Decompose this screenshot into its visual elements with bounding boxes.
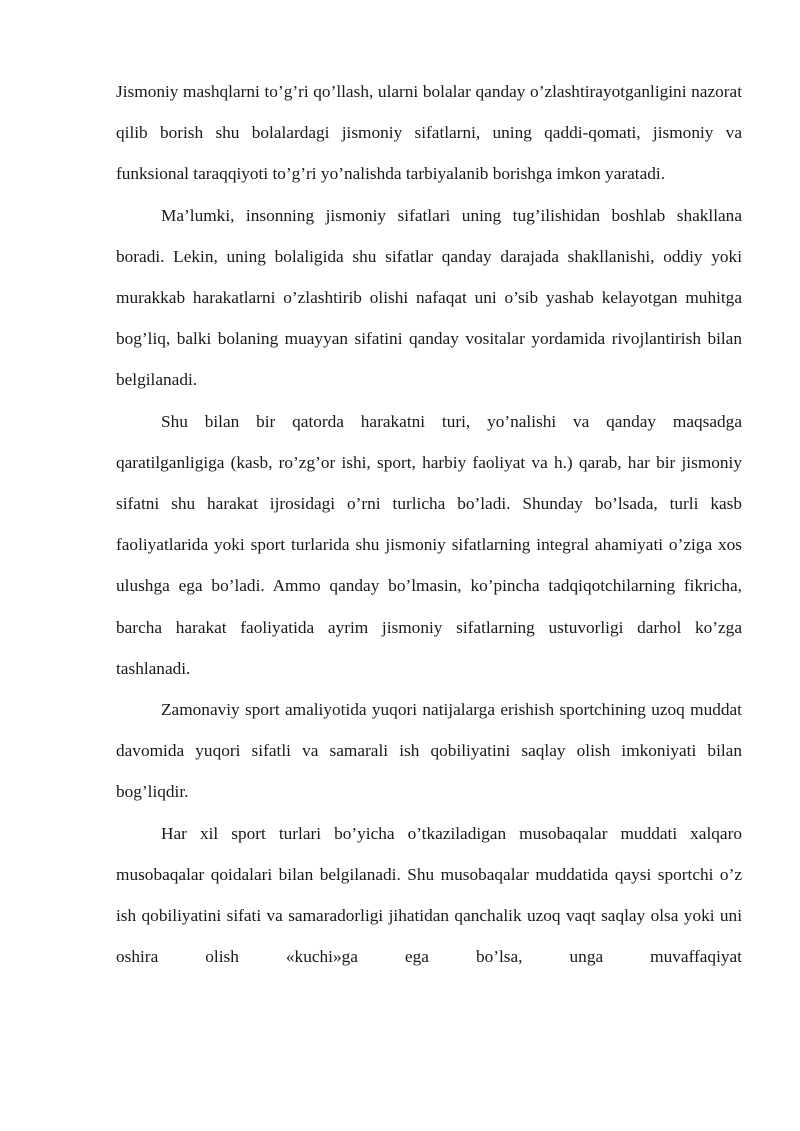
paragraph-3: Shu bilan bir qatorda harakatni turi, yo’nalishi va qanday maqsadga qaratilganligiga (kasb, ro’zg’or ishi, sport, harbiy faoliyat va h.) qarab, har bir jismoniy sifatni shu harakat ijrosidagi o’rni turlicha bo’ladi. Shunday bo’lsada, turli kasb faoliyatlarida yoki sport turlarida shu jismoniy sifatlarning integral ahamiyati o’ziga xos ulushga ega bo’ladi. Ammo qanday bo’lmasin, ko’pincha tadqiqotchilarning fikricha, barcha harakat faoliyatida ayrim jismoniy sifatlarning ustuvorligi darhol ko’zga tashlanadi. (116, 411, 742, 678)
paragraph-4: Zamonaviy sport amaliyotida yuqori natijalarga erishish sportchining uzoq muddat davomida yuqori sifatli va samarali ish qobiliyatini saqlay olish imkoniyati bilan bog’liqdir. (116, 700, 742, 802)
paragraph-5: Har xil sport turlari bo’yicha o’tkaziladigan musobaqalar muddati xalqaro musobaqalar qoidalari bilan belgilanadi. Shu musobaqalar muddatida qaysi sportchi o’z ish qobiliyatini sifati va samaradorligi jihatidan qanchalik uzoq vaqt saqlay olsa yoki uni oshira olish «kuchi»ga ega bo’lsa, unga muvaffaqiyat (116, 823, 742, 967)
document-page (116, 71, 742, 977)
paragraph-1: Jismoniy mashqlarni to’g’ri qo’llash, ularni bolalar qanday o’zlashtirayotganligini nazorat qilib borish shu bolalardagi jismoniy sifatlarni, uning qaddi-qomati, jismoniy va funksional taraqqiyoti to’g’ri yo’nalishda tarbiyalanib borishga imkon yaratadi. (116, 82, 742, 184)
paragraph-2: Ma’lumki, insonning jismoniy sifatlari uning tug’ilishidan boshlab shakllana boradi. Lekin, uning bolaligida shu sifatlar qanday darajada shakllanishi, oddiy yoki murakkab harakatlarni o’zlashtirib olishi nafaqat uni o’sib yashab kelayotgan muhitga bog’liq, balki bolaning muayyan sifatini qanday vositalar yordamida rivojlantirish bilan belgilanadi. (116, 205, 742, 390)
